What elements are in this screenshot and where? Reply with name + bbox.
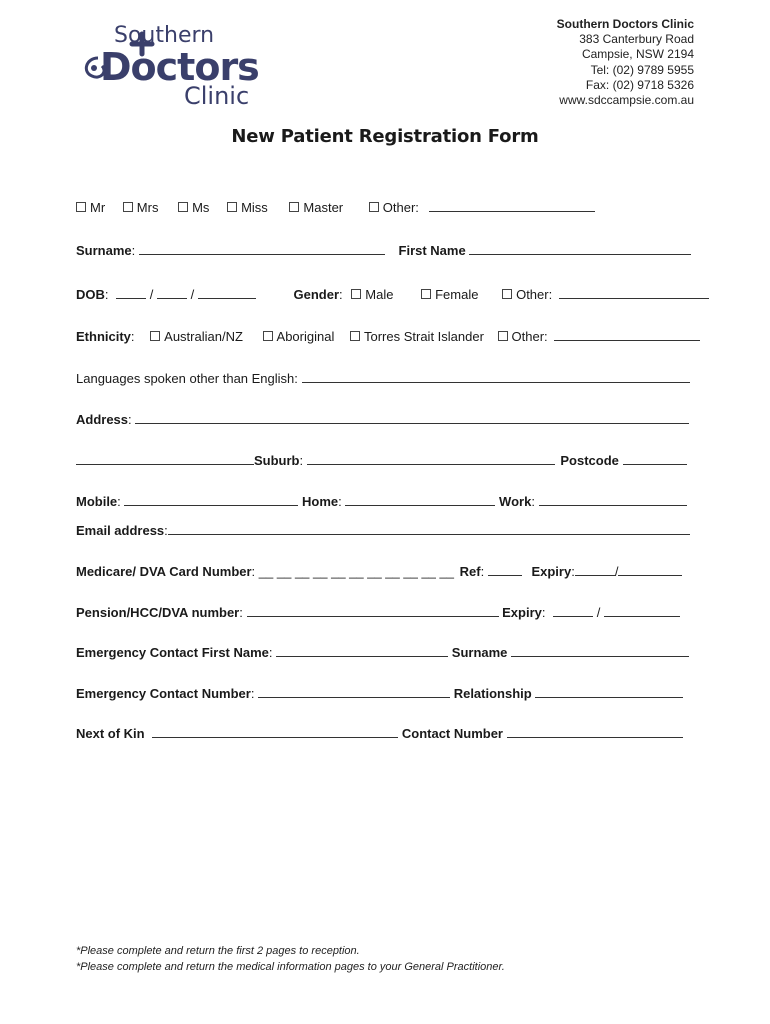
email-label: Email address	[76, 523, 165, 538]
colon: :	[299, 453, 304, 468]
label-ms: Ms	[192, 200, 210, 215]
mobile-field[interactable]	[124, 493, 298, 506]
ethnicity-option-tsi[interactable]	[350, 329, 484, 344]
ref-field[interactable]	[488, 563, 522, 576]
medicare-label: Medicare/ DVA Card Number	[76, 564, 252, 579]
colon: :	[571, 564, 575, 579]
label-aus: Australian/NZ	[164, 329, 243, 344]
pension-field[interactable]	[247, 604, 499, 617]
colon: :	[131, 243, 136, 258]
suburb-label: Suburb	[254, 453, 300, 468]
label-miss: Miss	[241, 200, 268, 215]
label-male: Male	[365, 287, 394, 302]
pension-expiry-year-field[interactable]	[604, 604, 680, 617]
kin-row	[76, 725, 683, 741]
work-field[interactable]	[539, 493, 687, 506]
email-row	[76, 522, 690, 538]
colon: :	[251, 564, 256, 579]
dob-month-field[interactable]	[157, 286, 187, 299]
first-name-label: First Name	[398, 243, 466, 258]
languages-row	[76, 370, 690, 386]
medicare-expiry-month-field[interactable]	[575, 563, 615, 576]
dob-separator: /	[149, 287, 154, 302]
pension-row	[76, 604, 680, 620]
kin-contact-number-label: Contact Number	[401, 726, 503, 741]
home-field[interactable]	[345, 493, 495, 506]
address-line2-field[interactable]	[76, 452, 254, 465]
checkbox-female[interactable]	[421, 289, 431, 299]
colon: :	[239, 605, 243, 620]
medicare-number-field[interactable]: __ __ __ __ __ __ __ __ __ __ __	[258, 564, 454, 579]
footer-note-1: *Please complete and return the first 2 pages to reception.	[76, 945, 360, 957]
surname-label: Surname	[76, 243, 132, 258]
kin-contact-number-field[interactable]	[507, 725, 683, 738]
label-title-other: Other:	[382, 200, 419, 215]
dob-label: DOB	[76, 287, 105, 302]
dob-separator: /	[190, 287, 195, 302]
ethnicity-other-field[interactable]	[554, 328, 700, 341]
pension-label: Pension/HCC/DVA number	[76, 605, 240, 620]
title-row	[76, 199, 595, 215]
emergency-number-row	[76, 685, 683, 701]
dob-gender-row	[76, 286, 709, 302]
form-title: New Patient Registration Form	[231, 126, 539, 147]
logo-doctors: Doctors	[100, 45, 259, 89]
clinic-fax: Fax: (02) 9718 5326	[585, 77, 694, 92]
gender-other-field[interactable]	[559, 286, 709, 299]
colon: :	[480, 564, 485, 579]
colon: :	[339, 287, 343, 302]
colon: :	[268, 645, 273, 660]
colon: :	[117, 494, 121, 509]
checkbox-title-other[interactable]	[369, 202, 379, 212]
label-tsi: Torres Strait Islander	[363, 329, 484, 344]
clinic-logo	[80, 20, 270, 110]
colon: :	[531, 494, 535, 509]
title-option-ms[interactable]	[178, 200, 209, 215]
medicare-row	[76, 563, 682, 579]
checkbox-mrs[interactable]	[123, 202, 133, 212]
expiry-separator: /	[614, 564, 619, 579]
ethnicity-option-aboriginal[interactable]	[263, 329, 335, 344]
colon: :	[250, 686, 255, 701]
name-row	[76, 242, 691, 258]
suburb-field[interactable]	[307, 452, 555, 465]
title-option-other[interactable]	[369, 200, 419, 215]
ec-number-label: Emergency Contact Number	[76, 686, 251, 701]
checkbox-miss[interactable]	[227, 202, 237, 212]
surname-field[interactable]	[139, 242, 385, 255]
suburb-row	[76, 452, 687, 468]
label-mr: Mr	[90, 200, 106, 215]
checkbox-male[interactable]	[351, 289, 361, 299]
dob-day-field[interactable]	[116, 286, 146, 299]
clinic-website: www.sdccampsie.com.au	[559, 93, 694, 108]
phone-row	[76, 493, 687, 509]
gender-label: Gender	[293, 287, 340, 302]
checkbox-master[interactable]	[289, 202, 299, 212]
mobile-label: Mobile	[76, 494, 118, 509]
work-label: Work	[499, 494, 532, 509]
email-field[interactable]	[168, 522, 690, 535]
relationship-label: Relationship	[453, 686, 532, 701]
colon: :	[104, 287, 109, 302]
address-label: Address	[76, 412, 129, 427]
languages-label: Languages spoken other than English:	[76, 371, 298, 386]
colon: :	[130, 329, 135, 344]
colon: :	[541, 605, 546, 620]
checkbox-aboriginal[interactable]	[263, 331, 273, 341]
gender-option-female[interactable]	[421, 287, 478, 302]
home-label: Home	[302, 494, 339, 509]
ec-surname-field[interactable]	[511, 644, 689, 657]
postcode-label: Postcode	[560, 453, 619, 468]
checkbox-mr[interactable]	[76, 202, 86, 212]
checkbox-ethnicity-other[interactable]	[498, 331, 508, 341]
footer-notes	[76, 944, 505, 975]
title-option-mrs[interactable]	[123, 200, 159, 215]
clinic-logo-graphic	[80, 20, 270, 110]
title-other-field[interactable]	[429, 199, 595, 212]
title-option-master[interactable]	[289, 200, 343, 215]
gender-option-male[interactable]	[351, 287, 393, 302]
ethnicity-option-other[interactable]	[498, 329, 548, 344]
address-field[interactable]	[135, 411, 689, 424]
colon: :	[164, 523, 168, 538]
kin-label: Next of Kin	[76, 726, 145, 741]
label-master: Master	[303, 200, 344, 215]
kin-field[interactable]	[152, 725, 398, 738]
ec-first-name-label: Emergency Contact First Name	[76, 645, 269, 660]
label-aboriginal: Aboriginal	[276, 329, 335, 344]
first-name-field[interactable]	[469, 242, 691, 255]
medicare-expiry-label: Expiry	[531, 564, 572, 579]
ethnicity-label: Ethnicity	[76, 329, 131, 344]
colon: :	[128, 412, 132, 427]
label-mrs: Mrs	[136, 200, 159, 215]
gender-option-other[interactable]	[502, 287, 552, 302]
checkbox-gender-other[interactable]	[502, 289, 512, 299]
label-female: Female	[435, 287, 479, 302]
title-option-miss[interactable]	[227, 200, 268, 215]
clinic-info	[557, 17, 694, 108]
checkbox-tsi[interactable]	[350, 331, 360, 341]
footer-note-2: *Please complete and return the medical information pages to your General Practitioner.	[76, 960, 505, 973]
languages-field[interactable]	[302, 370, 690, 383]
pension-expiry-month-field[interactable]	[553, 604, 593, 617]
relationship-field[interactable]	[535, 685, 683, 698]
ec-number-field[interactable]	[258, 685, 450, 698]
postcode-field[interactable]	[623, 452, 687, 465]
expiry-separator: /	[596, 605, 601, 620]
label-ethnicity-other: Other:	[511, 329, 548, 344]
ec-surname-label: Surname	[451, 645, 508, 660]
dob-year-field[interactable]	[198, 286, 256, 299]
clinic-address-line1: 383 Canterbury Road	[579, 32, 694, 47]
title-option-mr[interactable]	[76, 200, 105, 215]
ethnicity-option-aus[interactable]	[150, 329, 243, 344]
clinic-address-line2: Campsie, NSW 2194	[581, 47, 694, 62]
logo-southern: Southern	[114, 23, 215, 48]
ec-first-name-field[interactable]	[276, 644, 448, 657]
medicare-expiry-year-field[interactable]	[618, 563, 682, 576]
checkbox-ms[interactable]	[178, 202, 188, 212]
colon: :	[338, 494, 342, 509]
checkbox-aus[interactable]	[150, 331, 160, 341]
ethnicity-row	[76, 328, 700, 344]
clinic-tel: Tel: (02) 9789 5955	[590, 62, 694, 77]
ref-label: Ref	[459, 564, 481, 579]
pension-expiry-label: Expiry	[502, 605, 542, 620]
logo-clinic: Clinic	[184, 82, 250, 110]
label-gender-other: Other:	[516, 287, 553, 302]
emergency-name-row	[76, 644, 689, 660]
clinic-name: Southern Doctors Clinic	[556, 17, 694, 31]
address-row	[76, 411, 689, 427]
